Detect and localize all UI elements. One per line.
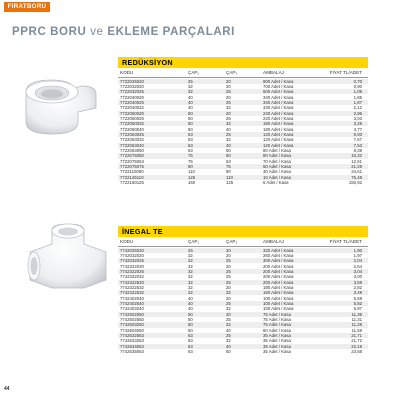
cell-cap1: 32 — [188, 274, 193, 280]
cell-code: 7722125110 — [120, 174, 144, 180]
cell-cap1: 50 — [188, 121, 193, 127]
cell-cap2: 110 — [226, 174, 233, 180]
cell-cap2: 25 — [226, 333, 231, 339]
cell-cap1: 63 — [188, 148, 193, 154]
cell-cap2: 20 — [226, 311, 231, 317]
cell-cap1: 32 — [188, 258, 193, 264]
inegal-te-section-header — [118, 226, 368, 237]
cell-ambalaj: 240 Adet / Kasa — [263, 110, 294, 116]
cell-code: 7742504050 — [120, 327, 144, 333]
cell-cap2: 75 — [226, 164, 231, 170]
cell-cap1: 75 — [188, 158, 193, 164]
cell-cap1: 75 — [188, 153, 193, 159]
cell-cap1: 125 — [188, 174, 196, 180]
cell-cap1: 90 — [188, 164, 193, 170]
cell-cap2: 25 — [226, 132, 231, 137]
cell-ambalaj: 160 Adet / Kasa — [263, 290, 294, 296]
cell-ambalaj: 330 Adet / Kasa — [263, 105, 294, 111]
cell-ambalaj: 75 Adet / Kasa — [263, 317, 291, 323]
cell-fiyat: 21,29 — [351, 164, 362, 170]
title-main: PPRC BORU — [12, 26, 91, 38]
cell-code: 7742032020 — [120, 252, 144, 258]
cell-cap1: 40 — [188, 99, 193, 105]
col-header-cap1: ÇAP₁ — [188, 70, 199, 75]
col-header-ambalaj: AMBALAJ — [263, 70, 284, 75]
cell-cap1: 50 — [188, 115, 193, 121]
cell-code: 7742322032 — [120, 274, 144, 280]
cell-ambalaj: 200 Adet / Kasa — [263, 263, 294, 269]
cell-code: 7742322520 — [120, 279, 144, 285]
cell-code: 7722050025 — [120, 115, 144, 121]
cell-fiyat: 1,85 — [353, 94, 362, 100]
cell-cap2: 32 — [226, 290, 231, 296]
cell-cap1: 40 — [188, 105, 193, 111]
cell-code: 7722050040 — [120, 126, 144, 132]
col-header-ambalaj: AMBALAJ — [263, 239, 284, 244]
cell-code: 7722050032 — [120, 121, 144, 127]
cell-cap2: 25 — [226, 89, 231, 95]
cell-cap1: 63 — [188, 333, 193, 339]
cell-code: 7722025020 — [120, 78, 144, 84]
col-header-fiyat: FİYAT TL/ADET — [329, 239, 362, 244]
cell-code: 7722050020 — [120, 110, 144, 116]
cell-cap1: 50 — [188, 317, 193, 323]
cell-code: 7742634063 — [120, 343, 144, 349]
cell-ambalaj: 300 Adet / Kasa — [263, 258, 294, 264]
cell-ambalaj: 220 Adet / Kasa — [263, 115, 294, 121]
cell-ambalaj: 700 Adet / Kasa — [263, 83, 294, 89]
cell-fiyat: 3,59 — [353, 279, 362, 285]
cell-code: 7742402540 — [120, 301, 144, 306]
col-header-fiyat: FİYAT TL/ADET — [329, 70, 362, 75]
cell-fiyat: 5,58 — [353, 295, 362, 301]
cell-cap1: 40 — [188, 301, 193, 306]
cell-ambalaj: 70 Adet / Kasa — [263, 158, 291, 164]
cell-ambalaj: 340 Adet / Kasa — [263, 94, 294, 100]
cell-code: 7742322020 — [120, 263, 144, 269]
cell-fiyat: 6,93 — [353, 132, 362, 137]
reduksiyon-table-header — [118, 70, 368, 77]
cell-cap1: 63 — [188, 349, 193, 355]
cell-code: 7742032025 — [120, 258, 144, 264]
cell-fiyat: 8,39 — [353, 148, 362, 154]
cell-cap1: 63 — [188, 132, 193, 137]
cell-ambalaj: 200 Adet / Kasa — [263, 268, 294, 274]
cell-cap2: 25 — [226, 115, 231, 121]
cell-cap1: 50 — [188, 327, 193, 333]
cell-ambalaj: 60 Adet / Kasa — [263, 327, 291, 333]
cell-cap2: 25 — [226, 317, 231, 323]
cell-cap1: 63 — [188, 142, 193, 148]
cell-code: 7742502050 — [120, 311, 144, 317]
cell-ambalaj: 100 Adet / Kasa — [263, 301, 294, 306]
cell-fiyat: 2,12 — [353, 105, 362, 111]
cell-cap1: 50 — [188, 126, 193, 132]
cell-fiyat: 34,61 — [351, 169, 362, 175]
cell-cap1: 110 — [188, 169, 195, 175]
cell-fiyat: 3,04 — [353, 268, 362, 274]
cell-code: 7722032025 — [120, 89, 144, 95]
cell-code: 7742322025 — [120, 268, 144, 274]
cell-ambalaj: 180 Adet / Kasa — [263, 284, 294, 290]
cell-ambalaj: 80 Adet / Kasa — [263, 153, 291, 159]
cell-ambalaj: 120 Adet / Kasa — [263, 142, 294, 148]
cell-ambalaj: 180 Adet / Kasa — [263, 121, 294, 127]
col-header-kodu: KODU — [120, 239, 134, 244]
col-header-cap1: ÇAP₁ — [188, 239, 199, 244]
cell-cap1: 32 — [188, 290, 193, 296]
cell-cap2: 32 — [226, 338, 231, 344]
cell-fiyat: 1,87 — [353, 99, 362, 105]
brand-logo: FIRATBORU — [4, 2, 50, 12]
inegal-te-table-header — [118, 239, 368, 246]
cell-cap2: 20 — [226, 252, 231, 258]
cell-cap2: 32 — [226, 105, 231, 111]
page-number: 44 — [4, 386, 10, 392]
cell-cap2: 20 — [226, 94, 231, 100]
cell-code: 7742322532 — [120, 290, 144, 296]
cell-ambalaj: 340 Adet / Kasa — [263, 99, 294, 105]
cell-ambalaj: 35 Adet / Kasa — [263, 349, 291, 355]
cell-cap2: 25 — [226, 99, 231, 105]
cell-cap1: 50 — [188, 322, 193, 328]
cell-ambalaj: 320 Adet / Kasa — [263, 247, 294, 253]
cell-cap2: 25 — [226, 301, 231, 306]
cell-code: 7722160125 — [120, 180, 144, 186]
cell-cap2: 25 — [226, 274, 231, 280]
cell-cap1: 32 — [188, 89, 193, 95]
cell-ambalaj: 10 Adet / Kasa — [263, 174, 291, 180]
cell-cap1: 32 — [188, 268, 193, 274]
cell-code: 7742633263 — [120, 338, 144, 344]
cell-code: 7742402040 — [120, 295, 144, 301]
cell-cap2: 40 — [226, 126, 231, 132]
page-title — [12, 26, 235, 38]
reduksiyon-title: REDÜKSİYON — [122, 58, 173, 67]
cell-cap2: 50 — [226, 153, 231, 159]
cell-cap2: 25 — [226, 279, 231, 285]
cell-cap2: 20 — [226, 263, 231, 269]
cell-fiyat: 0,70 — [353, 78, 362, 84]
cell-fiyat: 2,54 — [353, 263, 362, 269]
cell-code: 7722063032 — [120, 137, 144, 143]
cell-cap2: 32 — [226, 121, 231, 127]
cell-fiyat: 23,58 — [351, 349, 362, 355]
cell-fiyat: 75,48 — [351, 174, 362, 180]
cell-cap1: 25 — [188, 78, 193, 84]
cell-cap2: 40 — [226, 142, 231, 148]
cell-cap2: 20 — [226, 247, 231, 253]
cell-ambalaj: 100 Adet / Kasa — [263, 295, 294, 301]
cell-cap2: 32 — [226, 322, 231, 328]
cell-ambalaj: 35 Adet / Kasa — [263, 338, 291, 344]
cell-code: 7742503250 — [120, 322, 144, 328]
cell-code: 7722075063 — [120, 158, 144, 164]
cell-code: 7722075075 — [120, 164, 144, 170]
cell-ambalaj: 50 Adet / Kasa — [263, 164, 291, 170]
cell-code: 7722040025 — [120, 99, 144, 105]
cell-cap2: 32 — [226, 306, 231, 312]
cell-fiyat: 10,32 — [351, 153, 362, 159]
table-row — [118, 180, 368, 185]
cell-ambalaj: 35 Adet / Kasa — [263, 333, 291, 339]
cell-fiyat: 7,67 — [353, 137, 362, 143]
cell-cap1: 40 — [188, 295, 193, 301]
cell-ambalaj: 30 Adet / Kasa — [263, 169, 291, 175]
cell-fiyat: 21,71 — [351, 333, 362, 339]
cell-fiyat: 150,92 — [348, 180, 362, 186]
cell-ambalaj: 75 Adet / Kasa — [263, 322, 291, 328]
cell-cap1: 160 — [188, 180, 196, 186]
cell-fiyat: 1,97 — [353, 252, 362, 258]
cell-fiyat: 1,09 — [353, 89, 362, 95]
title-rest: EKLEME PARÇALARI — [103, 26, 235, 38]
cell-ambalaj: 260 Adet / Kasa — [263, 252, 294, 258]
cell-fiyat: 11,36 — [351, 311, 362, 317]
cell-code: 7742502550 — [120, 317, 144, 323]
cell-fiyat: 21,72 — [351, 338, 362, 344]
cell-cap1: 50 — [188, 311, 193, 317]
cell-ambalaj: 75 Adet / Kasa — [263, 311, 291, 317]
cell-fiyat: 3,29 — [353, 121, 362, 127]
cell-cap1: 40 — [188, 94, 193, 100]
col-header-cap2: ÇAP₂ — [226, 70, 238, 75]
cell-ambalaj: 200 Adet / Kasa — [263, 279, 294, 285]
cell-code: 7742632563 — [120, 333, 144, 339]
cell-cap1: 32 — [188, 83, 193, 89]
cell-code: 7742635063 — [120, 349, 144, 355]
cell-cap1: 32 — [188, 263, 193, 269]
cell-cap2: 20 — [226, 284, 231, 290]
cell-ambalaj: 200 Adet / Kasa — [263, 274, 294, 280]
cell-ambalaj: 35 Adet / Kasa — [263, 343, 291, 349]
cell-code: 7722075050 — [120, 153, 144, 159]
cell-fiyat: 11,28 — [351, 322, 362, 328]
cell-cap1: 25 — [188, 247, 193, 253]
cell-code: 7742025020 — [120, 247, 144, 253]
cell-fiyat: 3,49 — [353, 290, 362, 296]
cell-cap2: 20 — [226, 110, 231, 116]
cell-code: 7722063025 — [120, 132, 144, 137]
cell-ambalaj: 100 Adet / Kasa — [263, 306, 294, 312]
cell-cap2: 125 — [226, 180, 234, 186]
cell-cap2: 20 — [226, 295, 231, 301]
cell-fiyat: 2,82 — [353, 284, 362, 290]
cell-ambalaj: 120 Adet / Kasa — [263, 132, 294, 137]
cell-fiyat: 3,77 — [353, 126, 362, 132]
cell-cap2: 40 — [226, 343, 231, 349]
cell-fiyat: 3,00 — [353, 274, 362, 280]
cell-ambalaj: 600 Adet / Kasa — [263, 89, 294, 95]
reduksiyon-section-header — [118, 57, 368, 68]
cell-fiyat: 2,96 — [353, 110, 362, 116]
cell-code: 7722040020 — [120, 94, 144, 100]
cell-fiyat: 7,53 — [353, 142, 362, 148]
inegal-te-title: İNEGAL TE — [122, 227, 163, 236]
cell-cap1: 32 — [188, 279, 193, 285]
cell-code: 7722040032 — [120, 105, 144, 111]
cell-cap1: 40 — [188, 306, 193, 312]
cell-code: 7722110090 — [120, 169, 144, 175]
cell-code: 7722063040 — [120, 142, 144, 148]
cell-ambalaj: 6 Adet / Kasa — [263, 180, 289, 186]
col-header-kodu: KODU — [120, 70, 134, 75]
cell-cap1: 32 — [188, 252, 193, 258]
cell-fiyat: 3,03 — [353, 115, 362, 121]
cell-cap2: 63 — [226, 158, 231, 164]
cell-cap1: 50 — [188, 110, 193, 116]
brand-header — [0, 0, 400, 14]
cell-fiyat: 12,61 — [351, 158, 362, 164]
cell-cap2: 25 — [226, 268, 231, 274]
cell-cap2: 25 — [226, 258, 231, 264]
cell-fiyat: 5,82 — [353, 301, 362, 306]
cell-cap2: 50 — [226, 349, 231, 355]
col-header-cap2: ÇAP₂ — [226, 239, 238, 244]
cell-cap2: 90 — [226, 169, 231, 175]
cell-code: 7742403240 — [120, 306, 144, 312]
cell-code: 7722032020 — [120, 83, 144, 89]
cell-fiyat: 2,04 — [353, 258, 362, 264]
table-row — [118, 349, 368, 354]
cell-fiyat: 11,59 — [351, 327, 362, 333]
cell-fiyat: 1,90 — [353, 247, 362, 253]
cell-ambalaj: 120 Adet / Kasa — [263, 137, 294, 143]
title-ve: ve — [90, 26, 104, 38]
tee-product-image — [22, 222, 117, 307]
cell-ambalaj: 80 Adet / Kasa — [263, 148, 291, 154]
cell-cap2: 32 — [226, 137, 231, 143]
cell-cap2: 20 — [226, 78, 231, 84]
cell-fiyat: 22,19 — [351, 343, 362, 349]
cell-cap2: 40 — [226, 327, 231, 333]
cell-ambalaj: 180 Adet / Kasa — [263, 126, 294, 132]
cell-cap1: 32 — [188, 284, 193, 290]
cell-cap1: 63 — [188, 137, 193, 143]
cell-cap1: 63 — [188, 338, 193, 344]
cell-code: 7742322532 — [120, 284, 144, 290]
cell-fiyat: 0,90 — [353, 83, 362, 89]
cell-cap2: 50 — [226, 148, 231, 154]
cell-cap1: 63 — [188, 343, 193, 349]
cell-ambalaj: 900 Adet / Kasa — [263, 78, 294, 84]
cell-cap2: 20 — [226, 83, 231, 89]
cell-fiyat: 11,31 — [351, 317, 362, 323]
reducer-product-image — [12, 64, 112, 144]
cell-code: 7722063050 — [120, 148, 144, 154]
cell-fiyat: 5,97 — [353, 306, 362, 312]
